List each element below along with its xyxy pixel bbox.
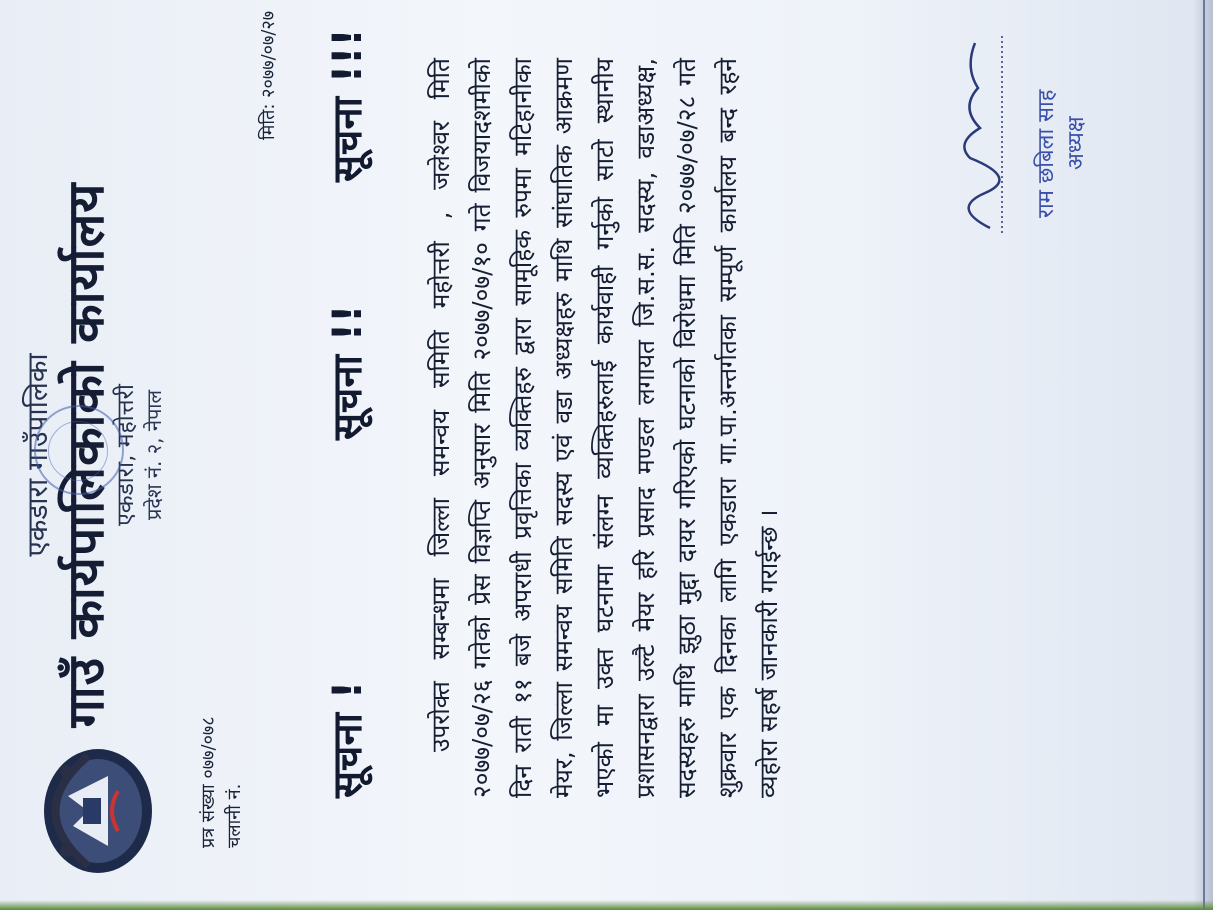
notice-heading-2: सूचना !!	[325, 304, 371, 440]
office-address: एकडारा, महोत्तरी	[113, 384, 139, 526]
grass-strip	[0, 900, 1213, 910]
reference-number: प्रत्र संख्या ०७७/०७८	[198, 716, 219, 848]
signature-scribble	[940, 28, 1010, 238]
office-title: गाउँ कार्यपालिकाको कार्यालय	[57, 182, 115, 728]
issue-date: मिति: २०७७/०७/२७	[258, 10, 279, 140]
notice-paragraph: उपरोक्त सम्बन्धमा जिल्ला समन्वय समिति महोत्तरी , जलेश्वर मिति २०७७/०७/२६ गतेको प्रेस विज्ञप्ति अनुसार मिति २०७७/०७/१० गते विजयादशमीको दिन राती ११ बजे अपराधी प्रवृत्तिका व्यक्तिहरु द्वारा सामूहिक रुपमा मटिहानीका मेयर, जिल्ला समन्वय समिति सदस्य एवं वडा अध्यक्षहरु माथि सांघातिक आक्रमण भएको मा उक्त घटनामा संलग्न व्यक्तिहरुलाई कार्यवाही गर्नुको साटो स्थानीय प्रशासनद्वारा उल्टै मेयर हरि प्रसाद मण्डल लगायत जि.स.स. सदस्य, वडाअध्यक्ष, सदस्यहरु माथि झुठा मुद्दा दायर गरिएको घटनाको विरोधमा मिति २०७७/०७/२८ गते शुक्रवार एक दिनका लागि एकडारा गा.पा.अन्तर्गतका सम्पूर्ण कार्यालय बन्द रहने व्यहोरा सहर्ष जानकारी गराईन्छ ।	[426, 58, 783, 798]
office-stamp-inner	[48, 421, 108, 481]
notice-heading-1: सूचना !	[325, 680, 371, 798]
municipality-name: एकडारा गाउँपालिका	[21, 353, 54, 557]
paper-edge-line	[1203, 0, 1205, 910]
dispatch-number: चलानी नं.	[224, 783, 245, 848]
office-province: प्रदेश नं. २, नेपाल	[142, 389, 166, 521]
office-stamp	[34, 405, 124, 495]
notice-heading-3: सूचना !!!	[325, 28, 371, 182]
notice-body	[420, 58, 789, 798]
signatory-name: राम छबिला साह	[1034, 89, 1059, 218]
signatory-title: अध्यक्ष	[1064, 116, 1089, 170]
